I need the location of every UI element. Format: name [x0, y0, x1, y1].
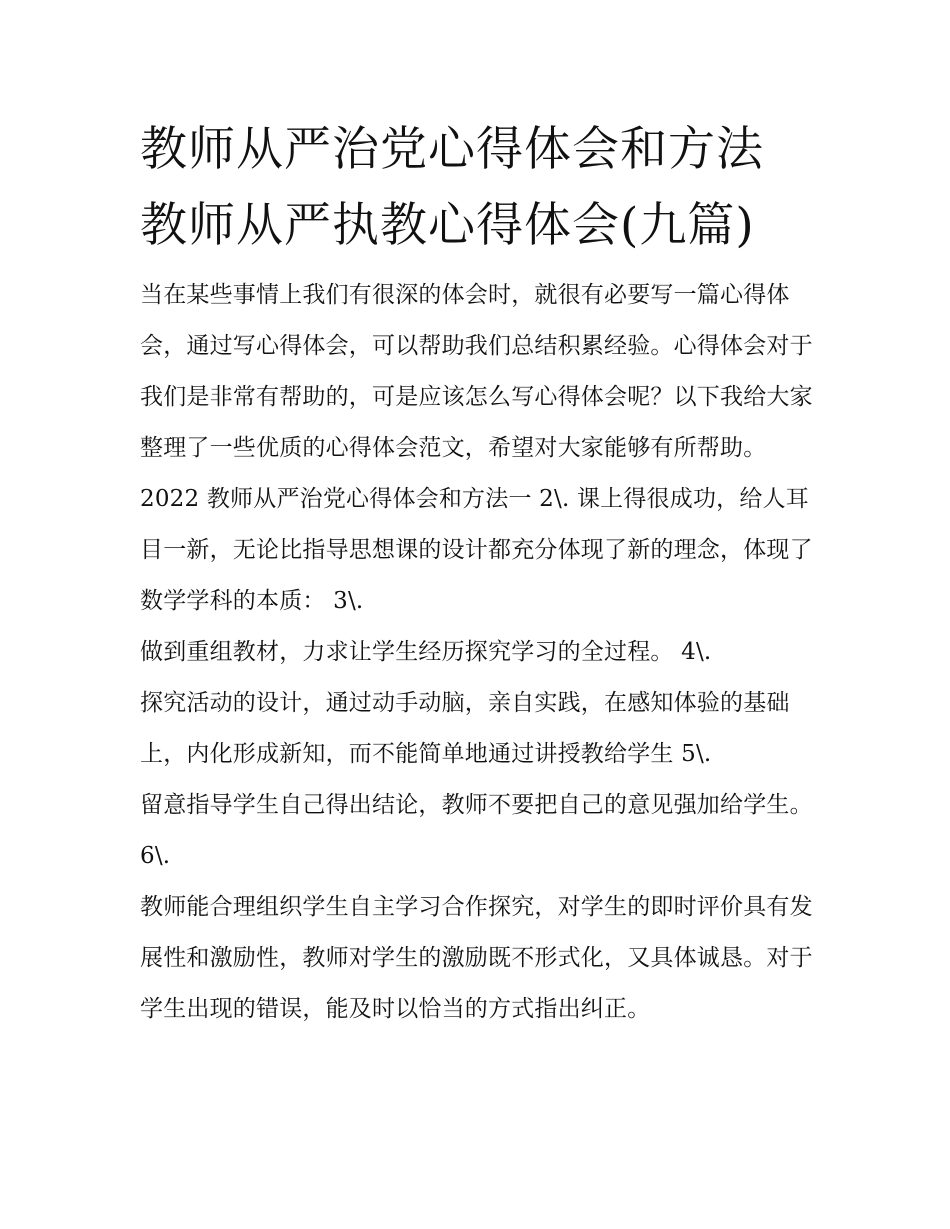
paragraph-intro: 当在某些事情上我们有很深的体会时，就很有必要写一篇心得体会，通过写心得体会，可以帮助我们总结积累经验。心得体会对于我们是非常有帮助的，可是应该怎么写心得体会呢？以下我给大家整理了一些优质的心得体会范文，希望对大家能够有所帮助。 [140, 282, 813, 461]
paragraph-5: 留意指导学生自己得出结论，教师不要把自己的意见强加给学生。 6\. [140, 792, 813, 869]
paragraph-4: 探究活动的设计，通过动手动脑，亲自实践，在感知体验的基础上，内化形成新知，而不能简单地通过讲授教给学生 5\. [140, 690, 790, 767]
document-title [140, 112, 815, 264]
title-line-1: 教师从严治党心得体会和方法 [140, 122, 764, 177]
title-line-2: 教师从严执教心得体会(九篇) [140, 198, 755, 253]
document-body [140, 270, 815, 1035]
paragraph-2: 2022 教师从严治党心得体会和方法一 2\. 课上得很成功，给人耳目一新，无论比指导思想课的设计都充分体现了新的理念，体现了数学学科的本质： 3\. [140, 486, 813, 614]
paragraph-6: 教师能合理组织学生自主学习合作探究，对学生的即时评价具有发展性和激励性，教师对学生的激励既不形式化，又具体诚恳。对于学生出现的错误，能及时以恰当的方式指出纠正。 [140, 894, 813, 1022]
paragraph-3: 做到重组教材，力求让学生经历探究学习的全过程。 4\. [140, 639, 712, 665]
document-page [140, 112, 815, 1035]
